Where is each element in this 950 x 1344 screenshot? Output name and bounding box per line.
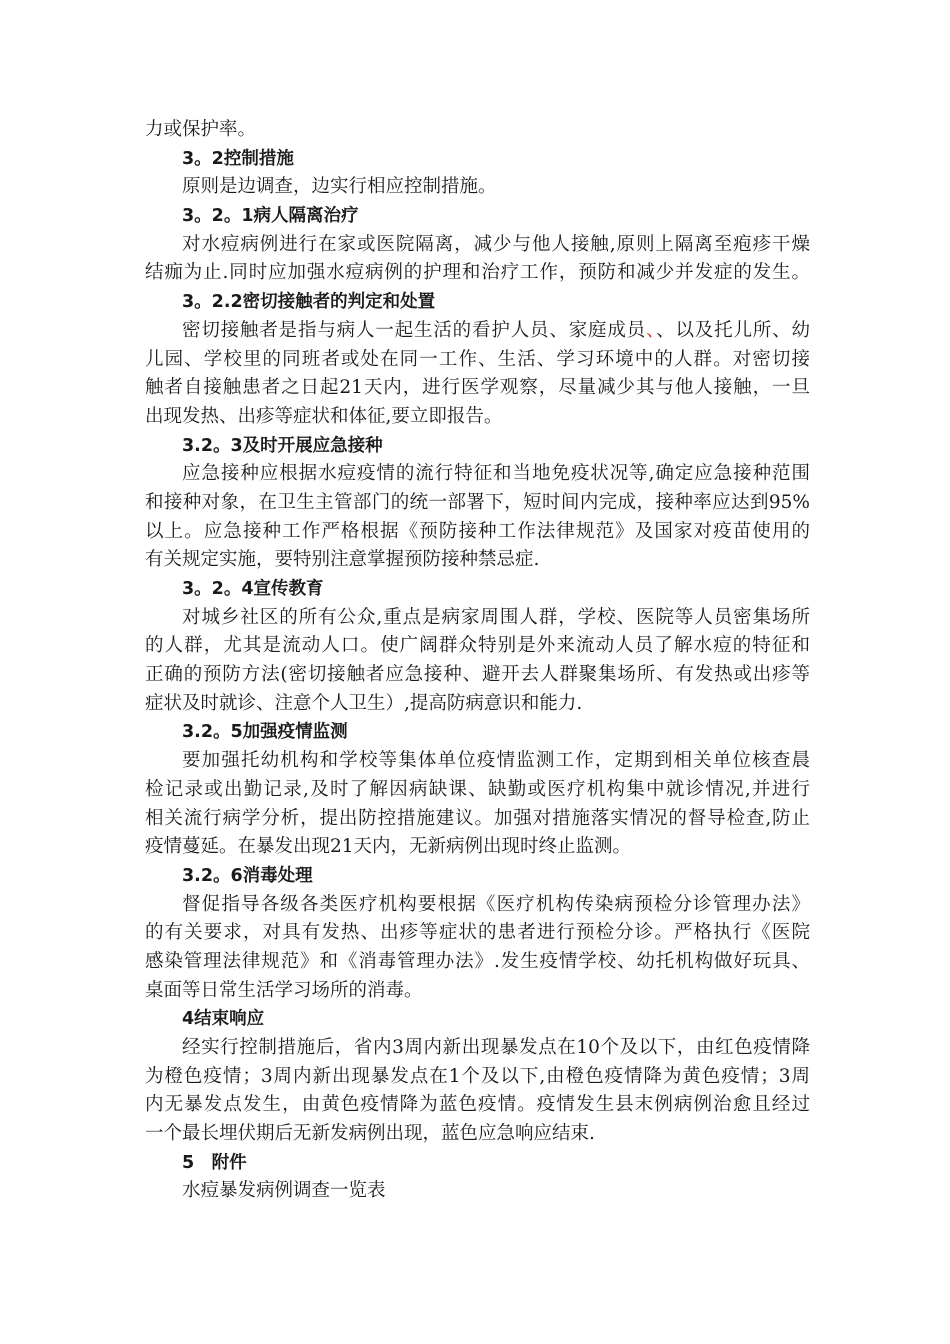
paragraph-line: 力或保护率。 (145, 119, 257, 140)
line-text: 密切接触者是指与病人一起生活的看护人员、家庭成员 (182, 319, 647, 341)
paragraph-line: 水痘暴发病例调查一览表 (182, 1180, 386, 1202)
paragraph-line: 和接种对象，在卫生主管部门的统一部署下，短时间内完成，接种率应达到95% (145, 491, 810, 513)
paragraph-line: 经实行控制措施后，省内3周内新出现暴发点在10个及以下，由红色疫情降 (182, 1037, 810, 1058)
paragraph-line: 以上。应急接种工作严格根据《预防接种工作法律规范》及国家对疫苗使用的 (145, 520, 810, 542)
section-heading-monitoring: 3.2。5加强疫情监测 (182, 722, 348, 743)
paragraph-line: 对城乡社区的所有公众,重点是病家周围人群，学校、医院等人员密集场所 (182, 606, 810, 628)
paragraph-line: 的人群，尤其是流动人口。使广阔群众特别是外来流动人员了解水痘的特征和 (145, 635, 810, 657)
paragraph-line: 疫情蔓延。在暴发出现21天内，无新病例出现时终止监测。 (145, 836, 632, 858)
section-heading-emergency-vaccination: 3.2。3及时开展应急接种 (182, 435, 383, 456)
paragraph-line: 一个最长埋伏期后无新发病例出现，蓝色应急响应结束. (145, 1123, 595, 1145)
document-body (145, 116, 810, 1206)
section-heading-control-measures: 3。2控制措施 (182, 148, 294, 169)
section-heading-end-response: 4结束响应 (182, 1009, 265, 1030)
paragraph-line (145, 317, 810, 346)
paragraph-line: 结痂为止.同时应加强水痘病例的护理和治疗工作，预防和减少并发症的发生。 (145, 262, 810, 284)
paragraph-line: 出现发热、出疹等症状和体征,要立即报告。 (145, 405, 503, 427)
section-heading-education: 3。2。4宣传教育 (182, 579, 324, 599)
paragraph-line: 桌面等日常生活学习场所的消毒。 (145, 979, 423, 1001)
paragraph-line: 触者自接触患者之日起21天内，进行医学观察，尽量减少其与他人接触，一旦 (145, 377, 810, 399)
paragraph-line: 症状及时就诊、注意个人卫生）,提高防病意识和能力. (145, 692, 583, 714)
section-heading-attachment: 5 附件 (182, 1152, 247, 1173)
paragraph-line: 原则是边调查，边实行相应控制措施。 (182, 176, 497, 198)
revision-mark: 、 (646, 319, 657, 341)
section-heading-isolation: 3。2。1病人隔离治疗 (182, 206, 359, 227)
paragraph-line: 内无暴发点发生，由黄色疫情降为蓝色疫情。疫情发生县末例病例治愈且经过 (145, 1094, 810, 1116)
paragraph-line: 为橙色疫情；3周内新出现暴发点在1个及以下,由橙色疫情降为黄色疫情；3周 (145, 1065, 810, 1087)
paragraph-line: 正确的预防方法(密切接触者应急接种、避开去人群聚集场所、有发热或出疹等 (145, 664, 810, 686)
paragraph-line: 相关流行病学分析，提出防控措施建议。加强对措施落实情况的督导检查,防止 (145, 807, 810, 829)
paragraph-line: 检记录或出勤记录,及时了解因病缺课、缺勤或医疗机构集中就诊情况,并进行 (145, 778, 810, 800)
section-heading-close-contacts: 3。2.2密切接触者的判定和处置 (182, 292, 436, 313)
paragraph-line: 有关规定实施，要特别注意掌握预防接种禁忌症. (145, 549, 540, 571)
section-heading-disinfection: 3.2。6消毒处理 (182, 865, 313, 886)
paragraph-line: 的有关要求，对具有发热、出疹等症状的患者进行预检分诊。严格执行《医院 (145, 922, 810, 944)
paragraph-line: 感染管理法律规范》和《消毒管理办法》.发生疫情学校、幼托机构做好玩具、 (145, 950, 810, 972)
paragraph-line: 应急接种应根据水痘疫情的流行特征和当地免疫状况等,确定应急接种范围 (182, 463, 810, 485)
paragraph-line: 要加强托幼机构和学校等集体单位疫情监测工作，定期到相关单位核查晨 (182, 750, 810, 772)
paragraph-line: 督促指导各级各类医疗机构要根据《医疗机构传染病预检分诊管理办法》 (182, 893, 810, 915)
line-text: 、以及托儿所、幼 (656, 319, 810, 341)
paragraph-line: 儿园、学校里的同班者或处在同一工作、生活、学习环境中的人群。对密切接 (145, 348, 810, 370)
paragraph-line: 对水痘病例进行在家或医院隔离，减少与他人接触,原则上隔离至疱疹干燥 (182, 233, 810, 255)
